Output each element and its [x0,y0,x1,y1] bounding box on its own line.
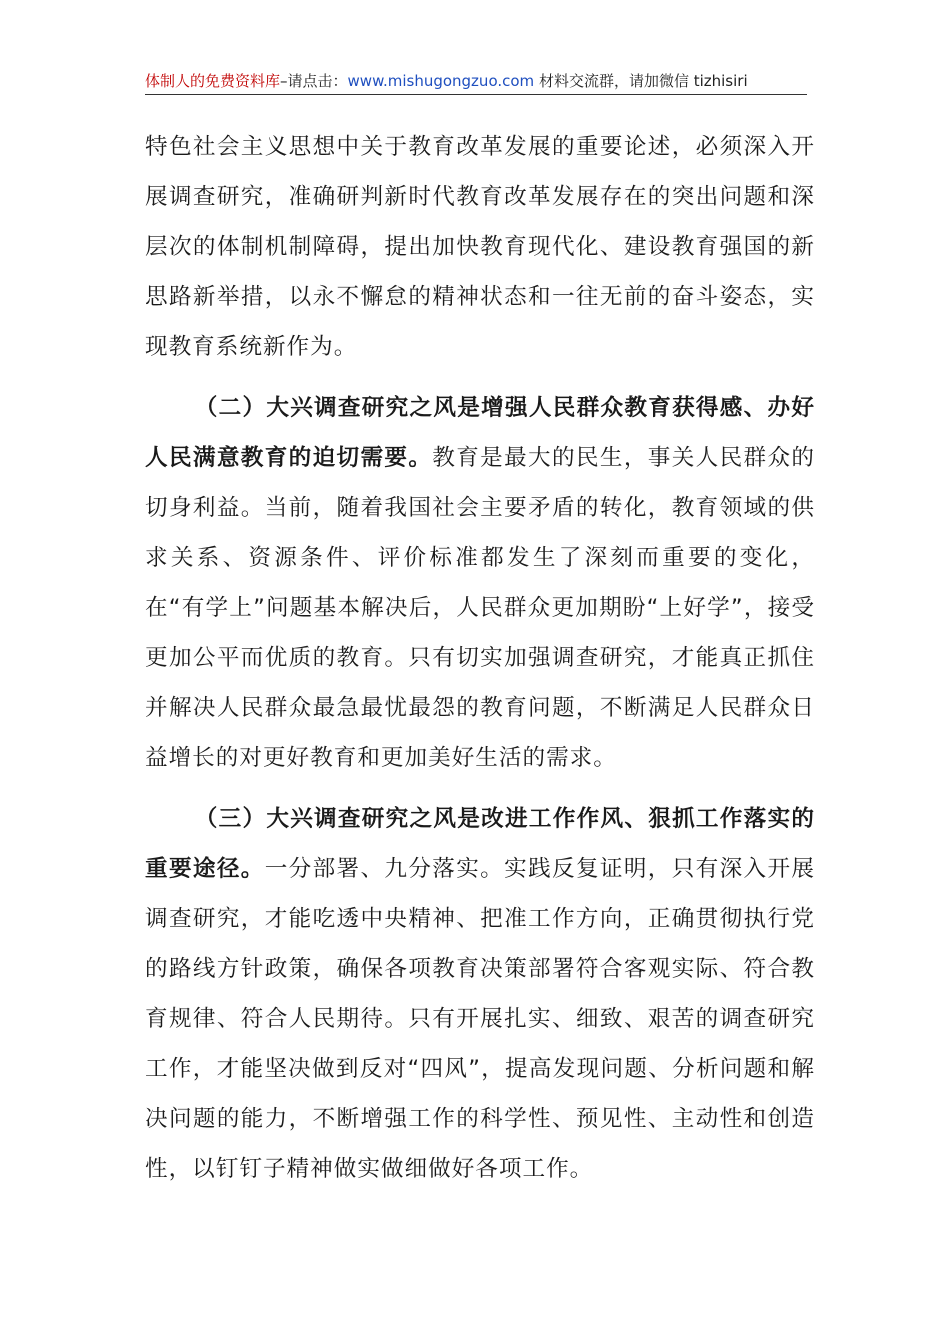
paragraph-2-heading: （二）大兴调查研究之风是增强人民群众教育获得感、办好人民满意教育的迫切需要。 [145,395,815,471]
header-prompt: –请点击： [280,72,348,90]
header-site-name: 体制人的免费资料库 [145,72,281,90]
paragraph-3-text: 一分部署、九分落实。实践反复证明，只有深入开展调查研究，才能吃透中央精神、把准工作方向，正确贯彻执行党的路线方针政策，确保各项教育决策部署符合客观实际、符合教育规律、符合人民期待。只有开展扎实、细致、艰苦的调查研究工作，才能坚决做到反对“四风”，提高发现问题、分析问题和解决问题的能力，不断增强工作的科学性、预见性、主动性和创造性，以钉钉子精神做实做细做好各项工作。 [145,856,816,1182]
paragraph-1-text: 特色社会主义思想中关于教育改革发展的重要论述，必须深入开展调查研究，准确研判新时代教育改革发展存在的突出问题和深层次的体制机制障碍，提出加快教育现代化、建设教育强国的新思路新举措，以永不懈怠的精神状态和一往无前的奋斗姿态，实现教育系统新作为。 [145,134,815,360]
paragraph-3 [145,794,815,1194]
page-header [145,68,807,95]
paragraph-3-heading: （三）大兴调查研究之风是改进工作作风、狠抓工作落实的重要途径。 [145,806,815,882]
paragraph-2-text: 教育是最大的民生，事关人民群众的切身利益。当前，随着我国社会主要矛盾的转化，教育领域的供求关系、资源条件、评价标准都发生了深刻而重要的变化，在“有学上”问题基本解决后，人民群众更加期盼“上好学”，接受更加公平而优质的教育。只有切实加强调查研究，才能真正抓住并解决人民群众最急最忧最怨的教育问题，不断满足人民群众日益增长的对更好教育和更加美好生活的需求。 [145,445,816,771]
header-tail: 材料交流群，请加微信 tizhisiri [534,72,748,90]
header-url-link[interactable]: www.mishugongzuo.com [347,72,535,90]
paragraph-2 [145,383,815,783]
paragraph-1 [145,122,815,372]
document-body [145,122,815,1205]
